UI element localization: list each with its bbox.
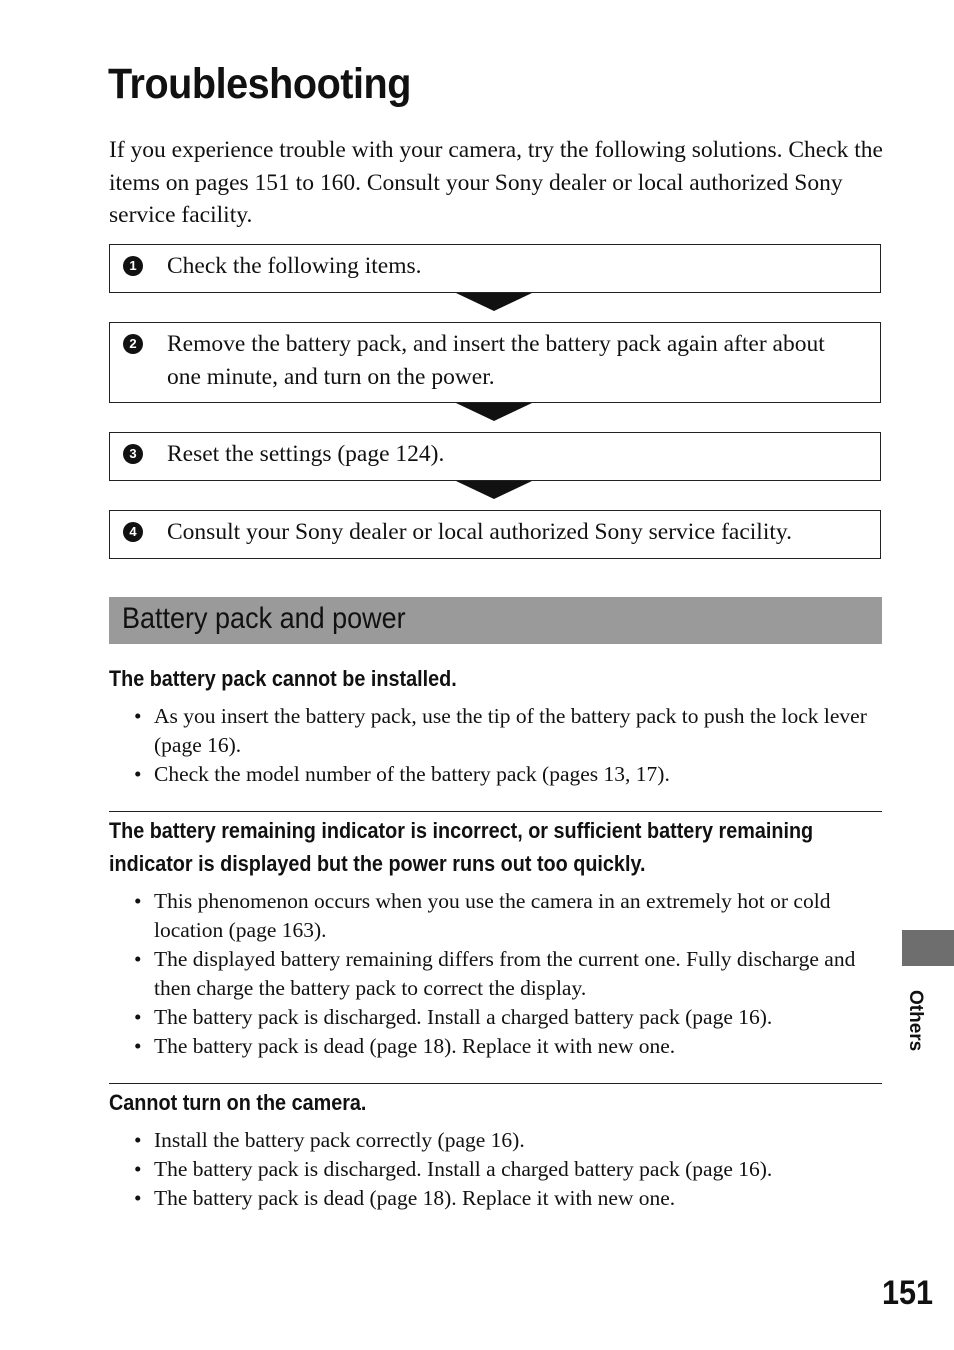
page-number: 151 <box>882 1274 934 1312</box>
list-item: • This phenomenon occurs when you use the camera in an extremely hot or cold location (page 163). <box>134 887 874 945</box>
section-header-bar <box>109 597 882 644</box>
down-arrow-icon <box>456 481 532 499</box>
step-box-2 <box>109 322 881 403</box>
list-item: • The battery pack is discharged. Install a charged battery pack (page 16). <box>134 1155 874 1184</box>
page-title: Troubleshooting <box>108 60 411 108</box>
list-item: • The battery pack is dead (page 18). Replace it with new one. <box>134 1184 874 1213</box>
solution-list-3 <box>134 1126 874 1213</box>
down-arrow-icon <box>456 293 532 311</box>
problem-heading-3: Cannot turn on the camera. <box>109 1090 367 1115</box>
list-item: • Check the model number of the battery pack (pages 13, 17). <box>134 760 874 789</box>
step-number-2-icon: 2 <box>123 334 143 354</box>
step-number-1-icon: 1 <box>123 256 143 276</box>
list-item: • Install the battery pack correctly (page 16). <box>134 1126 874 1155</box>
section-index-label: Others <box>905 990 926 1052</box>
section-index-tab <box>902 930 954 966</box>
step-text-4: Consult your Sony dealer or local authorized Sony service facility. <box>167 519 792 545</box>
divider <box>109 811 882 812</box>
section-title: Battery pack and power <box>122 602 406 635</box>
solution-list-2 <box>134 887 874 1061</box>
solution-list-1 <box>134 702 874 789</box>
step-number-4-icon: 4 <box>123 522 143 542</box>
list-item: • The battery pack is discharged. Install a charged battery pack (page 16). <box>134 1003 874 1032</box>
problem-heading-1: The battery pack cannot be installed. <box>109 666 457 691</box>
list-item: • The battery pack is dead (page 18). Replace it with new one. <box>134 1032 874 1061</box>
step-text-1: Check the following items. <box>167 253 422 279</box>
step-text-3: Reset the settings (page 124). <box>167 441 445 467</box>
intro-paragraph: If you experience trouble with your camera, try the following solutions. Check the items on pages 151 to 160. Consult your Sony dealer or local authorized Sony service facility. <box>109 137 883 228</box>
down-arrow-icon <box>456 403 532 421</box>
step-text-2: Remove the battery pack, and insert the battery pack again after about one minute, and turn on the power. <box>167 331 825 390</box>
list-item: • The displayed battery remaining differs from the current one. Fully discharge and then charge the battery pack to correct the display. <box>134 945 874 1003</box>
step-number-3-icon: 3 <box>123 444 143 464</box>
step-box-3 <box>109 432 881 481</box>
problem-heading-2: The battery remaining indicator is incorrect, or sufficient battery remaining indicator is displayed but the power runs out too quickly. <box>109 818 814 876</box>
step-box-4 <box>109 510 881 559</box>
list-item: • As you insert the battery pack, use the tip of the battery pack to push the lock lever (page 16). <box>134 702 874 760</box>
step-box-1 <box>109 244 881 293</box>
divider <box>109 1083 882 1084</box>
